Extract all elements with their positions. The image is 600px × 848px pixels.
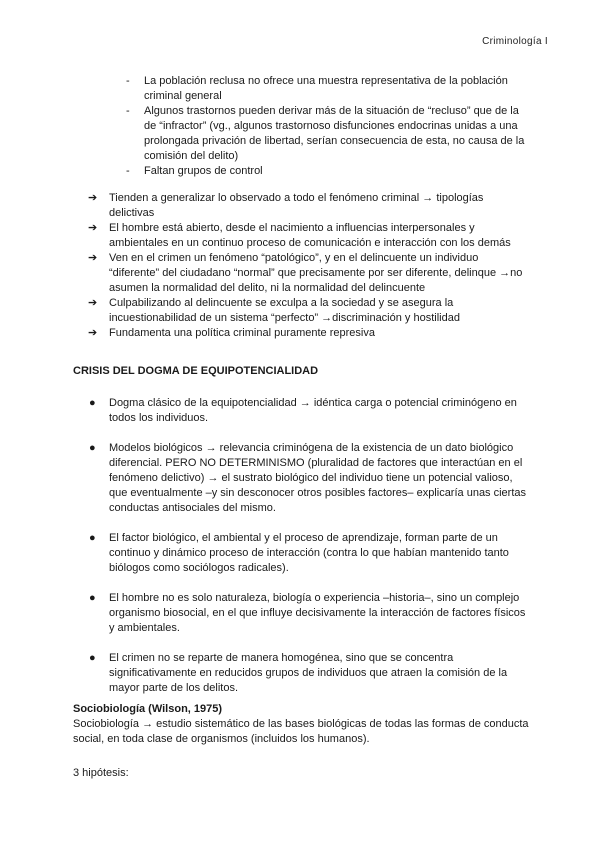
- arrow-icon: ➔: [88, 252, 98, 264]
- dash-list: [126, 74, 526, 179]
- list-item-text: Dogma clásico de la equipotencialidad → idéntica carga o potencial criminógeno en todos los individuos.: [109, 397, 517, 424]
- list-item: [88, 591, 528, 636]
- bullet-icon: ●: [89, 442, 96, 454]
- list-item: [88, 531, 528, 576]
- list-item: [88, 296, 528, 326]
- list-item: [88, 441, 528, 516]
- list-item: [88, 251, 528, 296]
- section-title: CRISIS DEL DOGMA DE EQUIPOTENCIALIDAD: [73, 365, 319, 377]
- arrow-icon: ➔: [88, 297, 98, 309]
- list-item: [126, 74, 526, 104]
- list-item-text: Modelos biológicos → relevancia criminógena de la existencia de un dato biológico diferencial. PERO NO DETERMINISMO (pluralidad de factores que interactúan en el fenómeno delictivo) → el sustrato biológico del individuo tiene un potencial valioso, que eventualmente –y sin desconocer otros posibles factores– explicaría unas ciertas conductas antisociales del mismo.: [109, 442, 527, 514]
- list-item-text: Culpabilizando al delincuente se exculpa a la sociedad y se asegura la incuestionabilidad de un sistema “perfecto” →discriminación y hostilidad: [109, 297, 460, 324]
- arrow-icon: ➔: [88, 222, 98, 234]
- arrow-list: [88, 191, 528, 341]
- list-item-text: La población reclusa no ofrece una muestra representativa de la población criminal general: [144, 75, 508, 102]
- list-item: [126, 104, 526, 164]
- sociobiology-block: [73, 702, 533, 747]
- hypotheses-label: 3 hipótesis:: [73, 767, 129, 779]
- arrow-icon: ➔: [88, 327, 98, 339]
- bullet-icon: ●: [89, 592, 96, 604]
- list-item-text: El crimen no se reparte de manera homogénea, sino que se concentra significativamente en reducidos grupos de individuos que atraen la comisión de la mayor parte de los delitos.: [109, 652, 508, 694]
- bullet-icon: ●: [89, 652, 96, 664]
- list-item-text: El hombre no es solo naturaleza, biología o experiencia –historia–, sino un complejo organismo biosocial, en el que influye decisivamente la interacción de factores físicos y ambientales.: [109, 592, 526, 634]
- list-item-text: El factor biológico, el ambiental y el proceso de aprendizaje, forman parte de un continuo y dinámico proceso de interacción (contra lo que habían mantenido tanto biólogos como sociólogos radicales).: [109, 532, 509, 574]
- list-item: [88, 396, 528, 426]
- list-item: [88, 326, 528, 341]
- bullet-icon: ●: [89, 532, 96, 544]
- sociobiology-title: Sociobiología (Wilson, 1975): [73, 703, 223, 715]
- list-item-text: Tienden a generalizar lo observado a todo el fenómeno criminal → tipologías delictivas: [109, 192, 484, 219]
- bullet-list: [88, 396, 528, 711]
- list-item-text: Ven en el crimen un fenómeno “patológico”, y en el delincuente un individuo “diferente” del ciudadano “normal” que precisamente por ser diferente, delinque →no asumen la normalidad del delito, ni la normalidad del delincuente: [109, 252, 523, 294]
- list-item: [88, 191, 528, 221]
- dash-marker: -: [126, 75, 130, 87]
- list-item-text: Fundamenta una política criminal puramente represiva: [109, 327, 375, 339]
- dash-marker: -: [126, 165, 130, 177]
- sociobiology-text: Sociobiología → estudio sistemático de las bases biológicas de todas las formas de conducta social, en toda clase de organismos (incluidos los humanos).: [73, 718, 529, 745]
- list-item-text: El hombre está abierto, desde el nacimiento a influencias interpersonales y ambientales en un continuo proceso de comunicación e interacción con los demás: [109, 222, 511, 249]
- list-item-text: Algunos trastornos pueden derivar más de la situación de “recluso” que de la de “infractor” (vg., algunos trastornoso disfunciones endocrinas unidas a una prolongada privación de libertad, serían consecuencia de esta, no causa de la comisión del delito): [144, 105, 525, 162]
- document-header: Criminología I: [482, 36, 548, 47]
- list-item-text: Faltan grupos de control: [144, 165, 263, 177]
- arrow-icon: ➔: [88, 192, 98, 204]
- bullet-icon: ●: [89, 397, 96, 409]
- list-item: [88, 221, 528, 251]
- list-item: [88, 651, 528, 696]
- dash-marker: -: [126, 105, 130, 117]
- list-item: [126, 164, 526, 179]
